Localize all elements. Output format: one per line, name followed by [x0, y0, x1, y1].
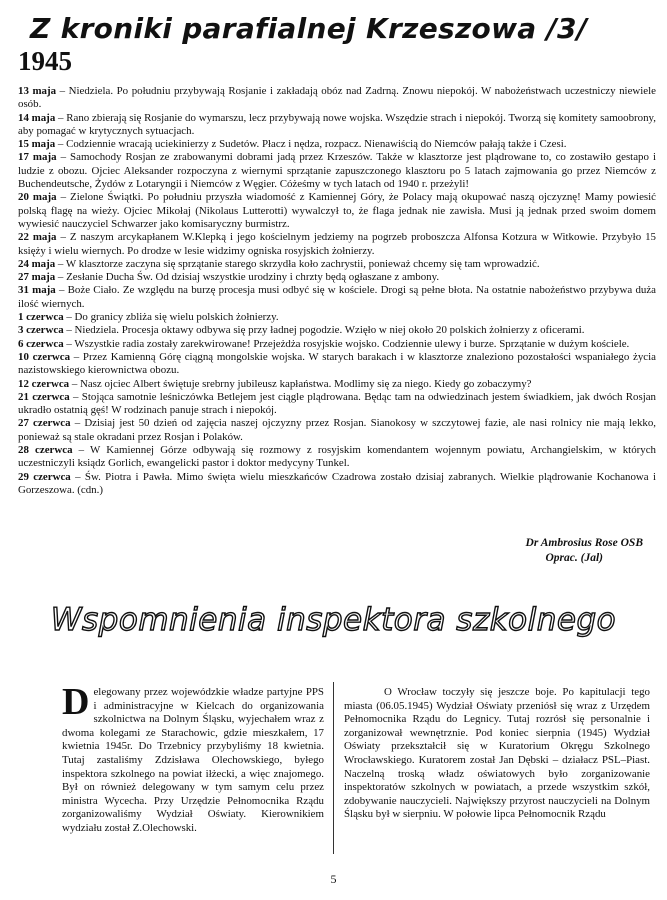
editor-credit: Oprac. (Jal) [545, 552, 603, 564]
chronicle-entry [18, 258, 656, 271]
entry-date: 10 czerwca [18, 350, 71, 363]
chronicle-entry [18, 112, 656, 139]
entry-text: – Boże Ciało. Ze względu na burzę procesja musi odbyć się w kościele. Drogi są pełne błota. Na ostatnie nabożeństwo przybywa duża ilość wiernych. [18, 284, 657, 310]
entry-date: 29 czerwca [18, 470, 71, 483]
entry-text: – Przez Kamienną Górę ciągną mongolskie wojska. W starych barakach i w klasztorze znaleziono pozostałości wspaniałego życia nazistowskiego kierownictwa obozu. [18, 350, 656, 377]
chronicle-entry [18, 324, 656, 337]
entry-date: 28 czerwca [18, 444, 73, 457]
article-paragraph [344, 686, 650, 822]
entry-date: 20 maja [18, 191, 57, 204]
chronicle-entries [18, 85, 656, 497]
chronicle-entry [18, 151, 656, 191]
chronicle-title: Z kroniki parafialnej Krzeszowa /3/ [30, 12, 588, 45]
entry-text: – Św. Piotra i Pawła. Mimo święta wielu mieszkańców Czadrowa zostało dzisiaj zabranych. Wielkie plądrowanie Kochanowa i Gorzeszowa. (cdn.) [18, 470, 656, 496]
entry-text: – Rano zbierają się Rosjanie do wymarszu, lecz przybywają nowe wojska. Wszędzie strach i niepokój. Tworzą się komitety samoobrony, aby pomagać w krytycznych sytuacjach. [18, 111, 656, 137]
entry-text: – W Kamiennej Górze odbywają się rozmowy z rosyjskim komendantem wojennym powiatu, Archangielskim, w których uczestniczyli ksiądz Gorlich, ewangelicki pastor i doktor medycyny Tunkel. [18, 444, 657, 470]
entry-text: – Niedziela. Po południu przybywają Rosjanie i zakładają obóz nad Zadrną. Znowu niepokój. W nabożeństwach uczestniczy niewiele osób. [18, 85, 657, 111]
signature-block [526, 536, 643, 566]
entry-date: 3 czerwca [18, 324, 64, 337]
chronicle-entry [18, 85, 656, 112]
entry-date: 24 maja [18, 257, 56, 270]
entry-date: 31 maja [18, 284, 56, 297]
entry-text: – Niedziela. Procesja oktawy odbywa się przy ładnej pogodzie. Wzięło w niej około 20 polskich żołnierzy z oficerami. [63, 324, 585, 337]
page-number: 5 [330, 872, 337, 886]
entry-text: – Do granicy zbliża się wielu polskich żołnierzy. [63, 311, 279, 324]
entry-text: – Stojąca samotnie leśniczówka Betlejem jest ciągle plądrowana. Będąc tam na odwiedzinach jestem świadkiem, jak dwóch Rosjan ukradło ostatnią gęś! W rodzinach panuje strach i niepokój. [18, 390, 656, 417]
article-column-left [62, 681, 324, 836]
chronicle-entry [18, 471, 656, 498]
chronicle-entry [18, 417, 656, 444]
article-text-left: elegowany przez wojewódzkie władze partyjne PPS i administracyjne w Kielcach do organizowania szkolnictwa na Dolnym Śląsku, wyjechałem wraz z dwoma kolegami ze Starachowic, gdzie mieszkałem, 17 kwietnia 1945r. Do Trzebnicy przybyliśmy 18 kwietnia. Tutaj zastaliśmy Zdzisława Olechowskiego, byłego inspektora szkolnego na powiat iłżecki, a więc znajomego. Był on również delegowany w tym samym celu przez ministra Wycecha. Przy Urzędzie Pełnomocnika Rządu zorganizowaliśmy Wydział Oświaty. Kierownikiem wydziału został Z.Olechowski. [62, 686, 324, 834]
entry-date: 27 maja [18, 271, 56, 284]
entry-text: – Samochody Rosjan ze zrabowanymi dobrami jadą przez Krzeszów. Także w klasztorze jest plądrowane to, co zostawiło gestapo i ludzie z obozu. Ojciec Aleksander rozpoczyna z wiernymi sprzątanie zapuszczonego klasztoru po 5 latach zajmowania go przez Niemców z Buchendeutsche, Żydów z Lotaryngii i Niemców z Węgier. Cóżeśmy w tych latach od 1940 r. przeżyli! [18, 151, 656, 191]
entry-date: 6 czerwca [18, 337, 64, 350]
entry-text: – Zesłanie Ducha Św. Od dzisiaj wszystkie urodziny i chrzty będą ogłaszane z ambony. [55, 271, 440, 284]
entry-text: – Zielone Świątki. Po południu przyszła wiadomość z Kamiennej Góry, że Polacy mają okupować naszą ojczyznę! Mamy powiesić polską flagę na wieży. Ojciec Mikołaj (Nikolaus Lutterotti) wywalczył to, że flaga jednak nie zawisła. Musi ją jednak przed swoim domem wywiesić nauczyciel Schwarzer jako komisaryczny burmistrz. [18, 191, 656, 230]
entry-date: 27 czerwca [18, 417, 71, 430]
article-title: Wspomnienia inspektora szkolnego [50, 602, 617, 638]
entry-text: – Wszystkie radia zostały zarekwirowane! Przejeżdża rosyjskie wojsko. Codziennie ulewy i burze. Sprzątanie w dużym kościele. [63, 337, 630, 350]
chronicle-entry [18, 231, 656, 258]
entry-date: 22 maja [18, 231, 57, 244]
chronicle-entry [18, 338, 656, 351]
entry-text: – Nasz ojciec Albert świętuje srebrny jubileusz kapłaństwa. Modlimy się za niego. Kiedy go zobaczymy? [69, 377, 532, 390]
entry-text: – Dzisiaj jest 50 dzień od zajęcia naszej ojczyzny przez Rosjan. Sianokosy w szczytowej fazie, ale nasi rolnicy nie mają lekko, ponieważ są stale okradani przez Rosjan i Polaków. [18, 417, 656, 443]
chronicle-entry [18, 311, 656, 324]
author-name: Dr Ambrosius Rose OSB [525, 537, 643, 549]
chronicle-entry [18, 284, 656, 311]
drop-cap: D [62, 681, 90, 723]
column-divider [333, 682, 334, 854]
chronicle-entry [18, 391, 656, 418]
chronicle-entry [18, 271, 656, 284]
chronicle-entry [18, 351, 656, 378]
entry-date: 13 maja [18, 85, 57, 97]
year-heading: 1945 [18, 46, 72, 76]
chronicle-entry [18, 378, 656, 391]
entry-date: 14 maja [18, 111, 56, 124]
chronicle-entry [18, 138, 656, 151]
entry-date: 15 maja [18, 138, 56, 151]
article-text-right: O Wrocław toczyły się jeszcze boje. Po kapitulacji tego miasta (06.05.1945) Wydział Oświaty przeniósł się wraz z Urzędem Pełnomocnika Rządu do Legnicy. Tutaj rozrósł się personalnie i zorganizował wewnętrznie. Pod koniec sierpnia (1945) Wydział Oświaty przekształcił się w Kuratorium Okręgu Szkolnego Wrocławskiego. Kuratorem został Jan Dębski – działacz PSL–Piast. Naczelną troską władz oświatowych było zorganizowanie inspektoratów szkolnych w powiatach, a przede wszystkim szkół, zdobywanie nauczycieli. Największy przyrost nauczycieli na Dolnym Śląsku był w sierpniu. W połowie lipca Pełnomocnik Rządu [344, 686, 650, 821]
entry-text: – Codziennie wracają uciekinierzy z Sudetów. Płacz i nędza, rozpacz. Nienawiścią do Niemców pałają także i Czesi. [55, 138, 567, 151]
chronicle-entry [18, 191, 656, 231]
entry-date: 1 czerwca [18, 311, 64, 324]
article-paragraph [62, 681, 324, 836]
entry-text: – Z naszym arcykapłanem W.Klepką i jego kościelnym jedziemy na pogrzeb proboszcza Alfonsa Kotzura w Witkowie. Przybyło 15 księży i wielu wiernych. Po drodze w lesie widzimy ogniska rosyjskich żołnierzy. [18, 231, 657, 257]
entry-date: 12 czerwca [18, 377, 70, 390]
chronicle-entry [18, 444, 656, 471]
entry-date: 17 maja [18, 151, 57, 164]
article-column-right [344, 686, 650, 822]
entry-date: 21 czerwca [18, 390, 70, 403]
entry-text: – W klasztorze zaczyna się sprzątanie starego skrzydła koło zachrystii, ponieważ chcemy się tam wprowadzić. [55, 257, 540, 270]
